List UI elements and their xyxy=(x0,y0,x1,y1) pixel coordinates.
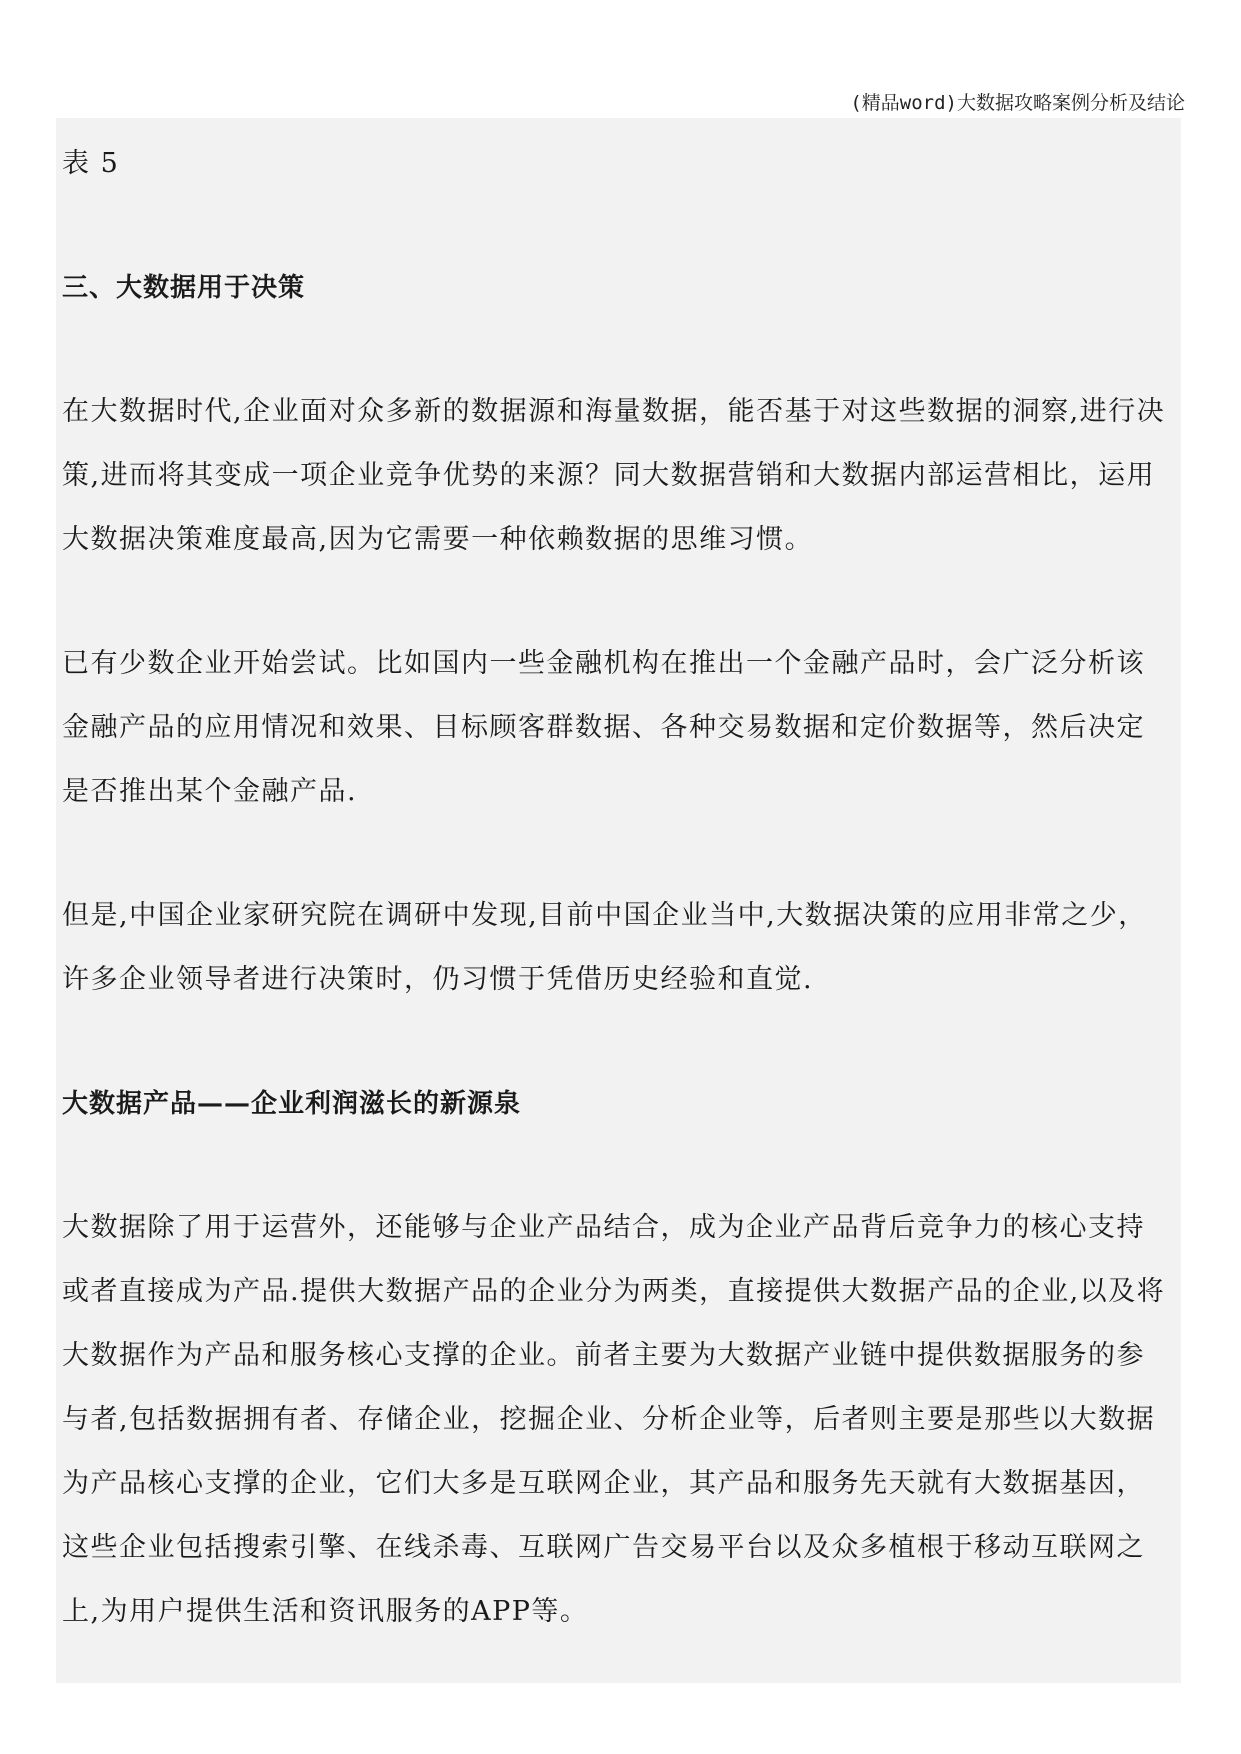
section-heading: 三、大数据用于决策 xyxy=(62,273,306,303)
paragraph-products: 大数据除了用于运营外，还能够与企业产品结合，成为企业产品背后竞争力的核心支持或者直接成为产品.提供大数据产品的企业分为两类，直接提供大数据产品的企业,以及将大数据作为产品和服务核心支撑的企业。前者主要为大数据产业链中提供数据服务的参与者,包括数据拥有者、存储企业，挖掘企业、分析企业等，后者则主要是那些以大数据为产品核心支撑的企业，它们大多是互联网企业，其产品和服务先天就有大数据基因，这些企业包括搜索引擎、在线杀毒、互联网广告交易平台以及众多植根于移动互联网之上,为用户提供生活和资讯服务的APP等。 xyxy=(62,1212,1166,1627)
running-header: (精品word)大数据攻略案例分析及结论 xyxy=(850,92,1185,114)
table-reference: 表 5 xyxy=(62,148,120,179)
subheading-products: 大数据产品——企业利润滋长的新源泉 xyxy=(62,1089,522,1119)
paragraph-early-adopters: 已有少数企业开始尝试。比如国内一些金融机构在推出一个金融产品时，会广泛分析该金融产品的应用情况和效果、目标顾客群数据、各种交易数据和定价数据等，然后决定是否推出某个金融产品. xyxy=(62,648,1145,807)
paragraph-decision: 在大数据时代,企业面对众多新的数据源和海量数据，能否基于对这些数据的洞察,进行决策,进而将其变成一项企业竞争优势的来源？同大数据营销和大数据内部运营相比，运用大数据决策难度最高,因为它需要一种依赖数据的思维习惯。 xyxy=(62,396,1166,555)
paragraph-research-finding: 但是,中国企业家研究院在调研中发现,目前中国企业当中,大数据决策的应用非常之少，许多企业领导者进行决策时，仍习惯于凭借历史经验和直觉. xyxy=(62,900,1147,995)
document-body xyxy=(56,118,1181,1683)
